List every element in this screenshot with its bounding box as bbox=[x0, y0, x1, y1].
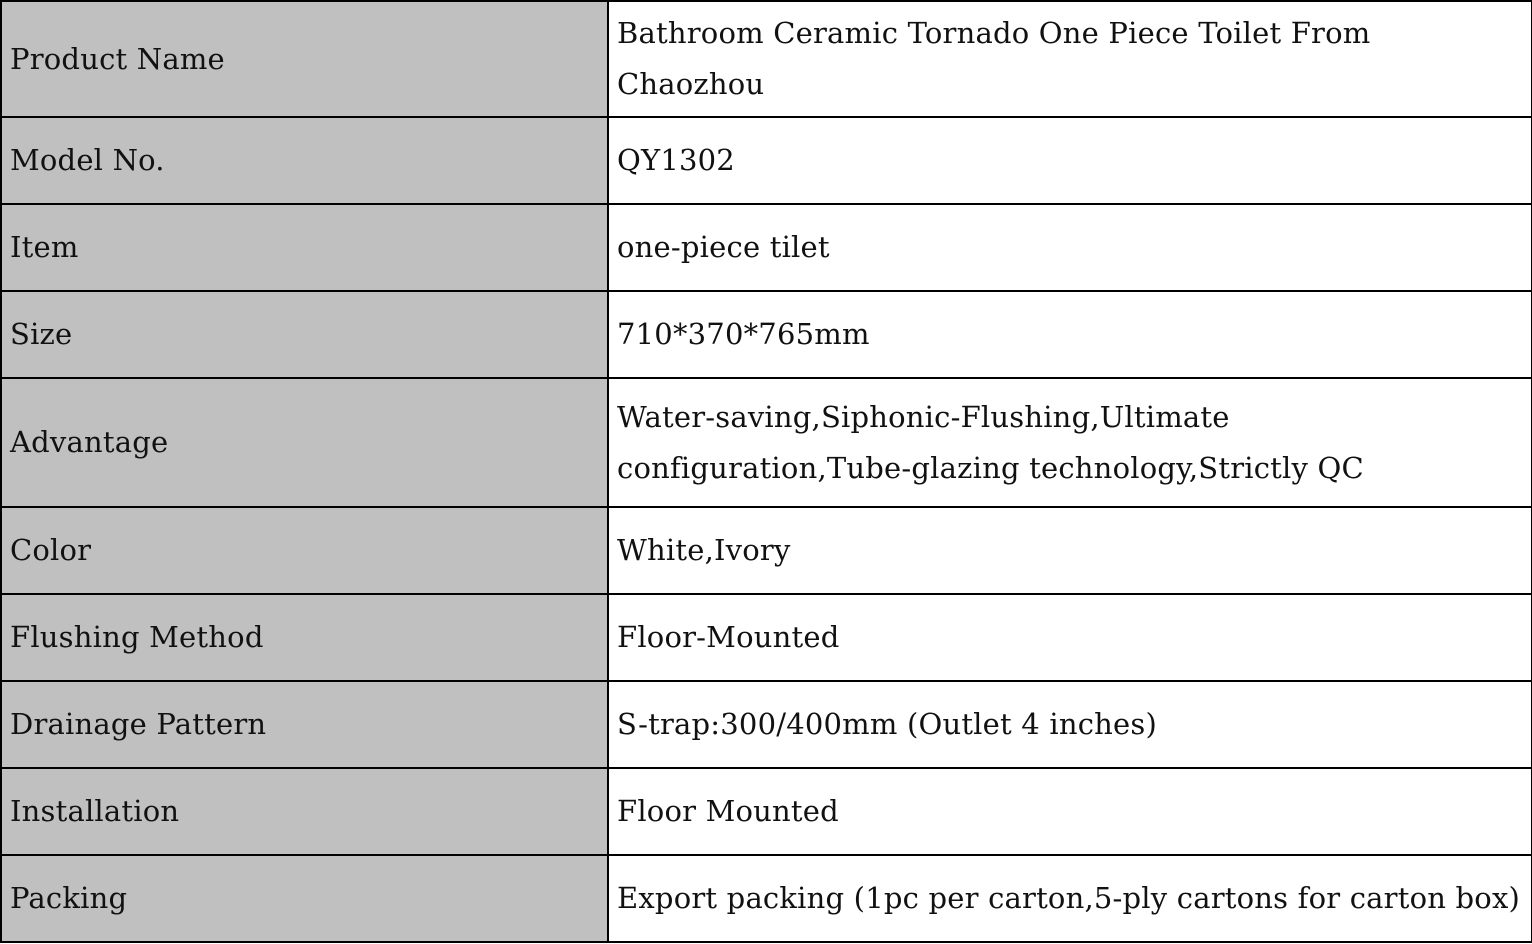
spec-label-drainage-pattern: Drainage Pattern bbox=[1, 681, 608, 768]
table-row bbox=[1, 204, 1532, 291]
spec-value-advantage: Water-saving,Siphonic-Flushing,Ultimate configuration,Tube-glazing technology,Strictly QC bbox=[608, 378, 1532, 507]
spec-label-advantage: Advantage bbox=[1, 378, 608, 507]
table-row bbox=[1, 378, 1532, 507]
spec-label-model-no: Model No. bbox=[1, 117, 608, 204]
table-row bbox=[1, 1, 1532, 117]
spec-value-product-name: Bathroom Ceramic Tornado One Piece Toilet From Chaozhou bbox=[608, 1, 1532, 117]
table-row bbox=[1, 594, 1532, 681]
table-row bbox=[1, 117, 1532, 204]
table-row bbox=[1, 291, 1532, 378]
spec-value-model-no: QY1302 bbox=[608, 117, 1532, 204]
spec-label-item: Item bbox=[1, 204, 608, 291]
spec-label-size: Size bbox=[1, 291, 608, 378]
table-row bbox=[1, 768, 1532, 855]
spec-value-size: 710*370*765mm bbox=[608, 291, 1532, 378]
spec-value-installation: Floor Mounted bbox=[608, 768, 1532, 855]
spec-value-flushing-method: Floor-Mounted bbox=[608, 594, 1532, 681]
table-row bbox=[1, 681, 1532, 768]
spec-label-product-name: Product Name bbox=[1, 1, 608, 117]
spec-value-packing: Export packing (1pc per carton,5-ply cartons for carton box) bbox=[608, 855, 1532, 942]
spec-label-installation: Installation bbox=[1, 768, 608, 855]
table-row bbox=[1, 855, 1532, 942]
spec-label-flushing-method: Flushing Method bbox=[1, 594, 608, 681]
spec-value-item: one-piece tilet bbox=[608, 204, 1532, 291]
spec-value-color: White,Ivory bbox=[608, 507, 1532, 594]
spec-label-color: Color bbox=[1, 507, 608, 594]
spec-label-packing: Packing bbox=[1, 855, 608, 942]
table-row bbox=[1, 507, 1532, 594]
spec-value-drainage-pattern: S-trap:300/400mm (Outlet 4 inches) bbox=[608, 681, 1532, 768]
